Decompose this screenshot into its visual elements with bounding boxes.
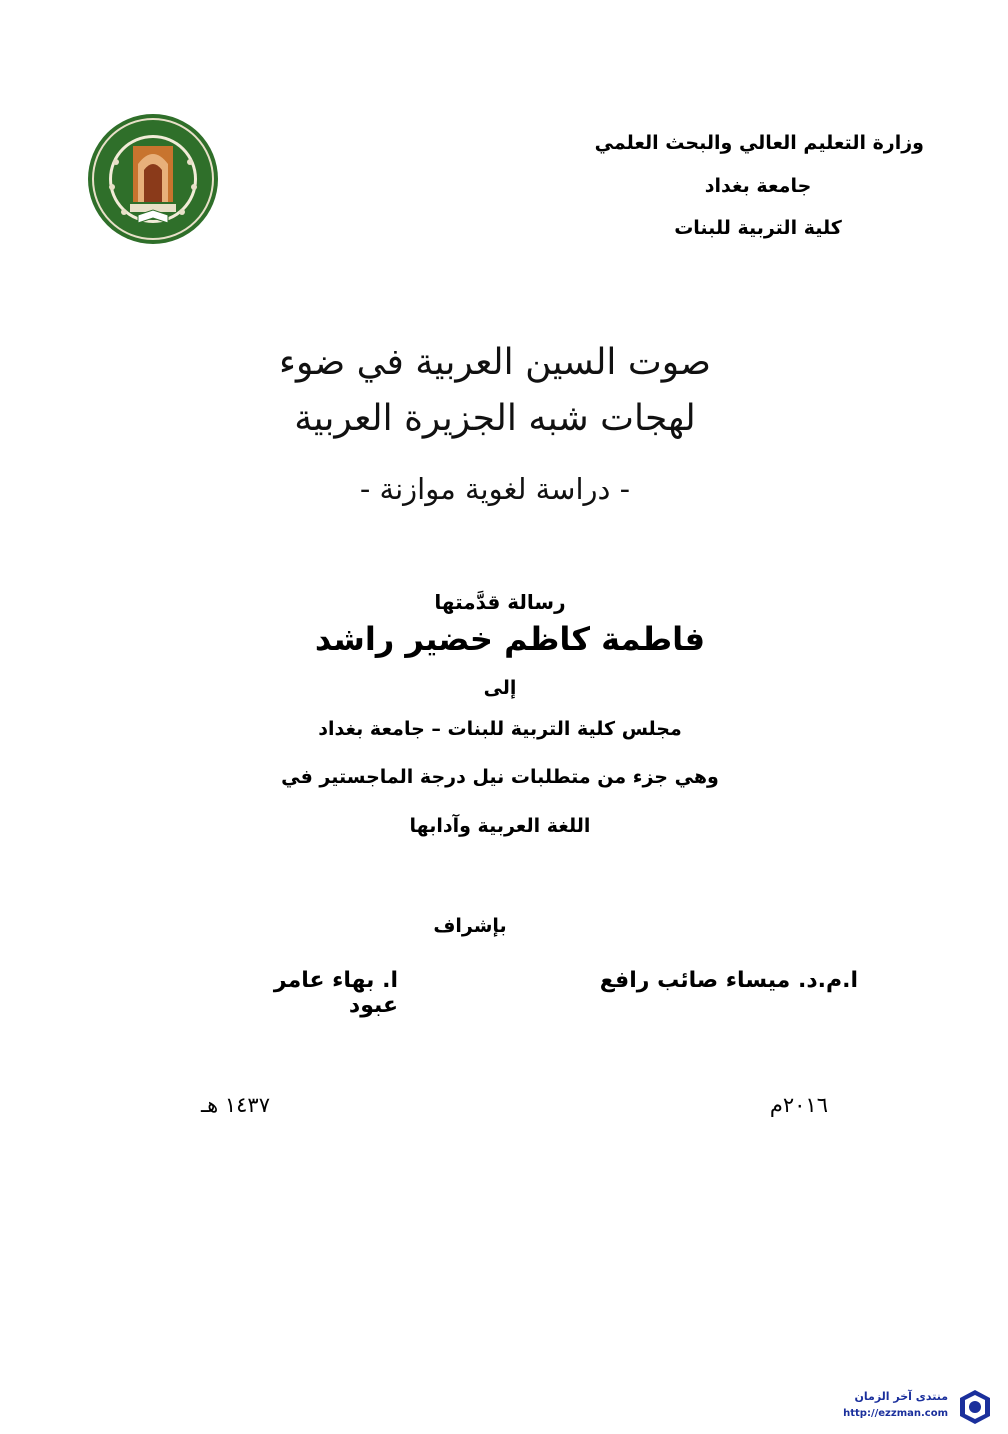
watermark-site-name: منتدى آخر الزمان (854, 1390, 948, 1403)
hijri-date: ١٤٣٧ هـ (200, 1093, 270, 1117)
gregorian-date: ٢٠١٦م (769, 1093, 828, 1117)
requirement-line1: وهي جزء من متطلبات نيل درجة الماجستير في (281, 766, 719, 788)
requirement-line2: اللغة العربية وآدابها (409, 815, 591, 837)
thesis-subtitle: - دراسة لغوية موازنة - (359, 472, 631, 506)
to-label: إلى (483, 677, 517, 699)
supervisor-1: ا.م.د. ميساء صائب رافع (599, 968, 858, 993)
watermark-url: http://ezzman.com (843, 1408, 948, 1419)
university-name: جامعة بغداد (704, 175, 812, 197)
thesis-title-line2: لهجات شبه الجزيرة العربية (294, 398, 696, 439)
thesis-title-line1: صوت السين العربية في ضوء (279, 342, 711, 383)
ministry-name: وزارة التعليم العالي والبحث العلمي (594, 132, 924, 154)
supervisor-2: ا. بهاء عامر عبود (273, 968, 398, 1018)
site-watermark (810, 1388, 1000, 1426)
college-name: كلية التربية للبنات (674, 217, 842, 239)
supervision-label: بإشراف (433, 915, 507, 937)
university-seal-logo (86, 112, 220, 246)
council-name: مجلس كلية التربية للبنات – جامعة بغداد (318, 718, 682, 740)
presented-by-label: رسالة قدَّمتها (434, 590, 566, 614)
author-name: فاطمة كاظم خضير راشد (314, 620, 706, 658)
watermark-logo-icon (956, 1388, 994, 1426)
